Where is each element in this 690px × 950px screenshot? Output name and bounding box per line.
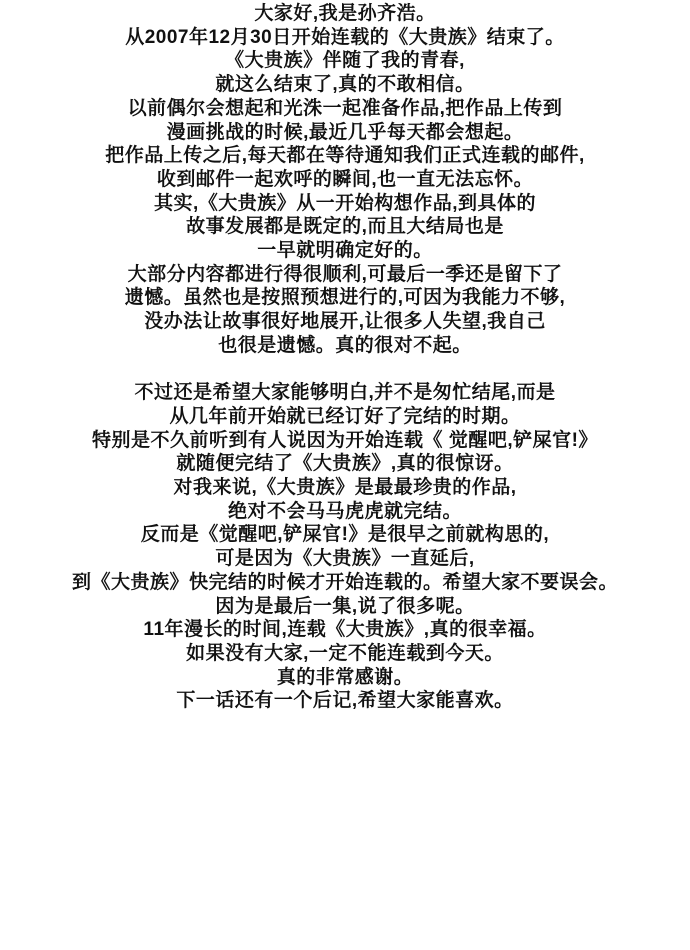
afterword-line: 到《大贵族》快完结的时候才开始连载的。希望大家不要误会。 — [71, 571, 618, 593]
afterword-line: 绝对不会马马虎虎就完结。 — [227, 500, 462, 522]
afterword-line: 也很是遗憾。真的很对不起。 — [218, 334, 472, 356]
afterword-line: 可是因为《大贵族》一直延后, — [215, 548, 475, 570]
afterword-line: 《大贵族》伴随了我的青春, — [225, 50, 465, 72]
afterword-line: 以前偶尔会想起和光洙一起准备作品,把作品上传到 — [127, 97, 563, 119]
afterword-line: 下一话还有一个后记,希望大家能喜欢。 — [176, 690, 514, 712]
afterword-text-block — [0, 2, 690, 713]
afterword-line: 从2007年12月30日开始连载的《大贵族》结束了。 — [125, 26, 565, 48]
afterword-line: 真的非常感谢。 — [276, 666, 414, 688]
afterword-blank-line — [0, 358, 690, 382]
afterword-line: 大家好,我是孙齐浩。 — [254, 3, 436, 24]
afterword-line: 对我来说,《大贵族》是最最珍贵的作品, — [173, 477, 517, 499]
afterword-line: 从几年前开始就已经订好了完结的时期。 — [169, 405, 521, 427]
afterword-line: 反而是《觉醒吧,铲屎官!》是很早之前就构思的, — [140, 524, 550, 546]
afterword-line: 故事发展都是既定的,而且大结局也是 — [186, 216, 504, 238]
afterword-line: 就随便完结了《大贵族》,真的很惊讶。 — [176, 453, 514, 475]
afterword-line: 遗憾。虽然也是按照预想进行的,可因为我能力不够, — [124, 287, 566, 309]
afterword-line: 漫画挑战的时候,最近几乎每天都会想起。 — [166, 121, 524, 143]
afterword-line: 就这么结束了,真的不敢相信。 — [215, 74, 475, 96]
afterword-line: 没办法让故事很好地展开,让很多人失望,我自己 — [144, 311, 546, 333]
afterword-line: 如果没有大家,一定不能连载到今天。 — [186, 642, 504, 664]
afterword-line: 其实,《大贵族》从一开始构想作品,到具体的 — [153, 192, 537, 214]
afterword-line: 不过还是希望大家能够明白,并不是匆忙结尾,而是 — [134, 382, 556, 404]
afterword-line: 特别是不久前听到有人说因为开始连载《 觉醒吧,铲屎官!》 — [92, 429, 598, 451]
afterword-line: 11年漫长的时间,连载《大贵族》,真的很幸福。 — [143, 619, 547, 641]
afterword-line: 收到邮件一起欢呼的瞬间,也一直无法忘怀。 — [156, 168, 534, 190]
afterword-line: 因为是最后一集,说了很多呢。 — [215, 595, 475, 617]
afterword-line: 大部分内容都进行得很顺利,可最后一季还是留下了 — [127, 263, 563, 285]
afterword-line: 一早就明确定好的。 — [257, 240, 433, 262]
afterword-line: 把作品上传之后,每天都在等待通知我们正式连载的邮件, — [105, 145, 585, 167]
